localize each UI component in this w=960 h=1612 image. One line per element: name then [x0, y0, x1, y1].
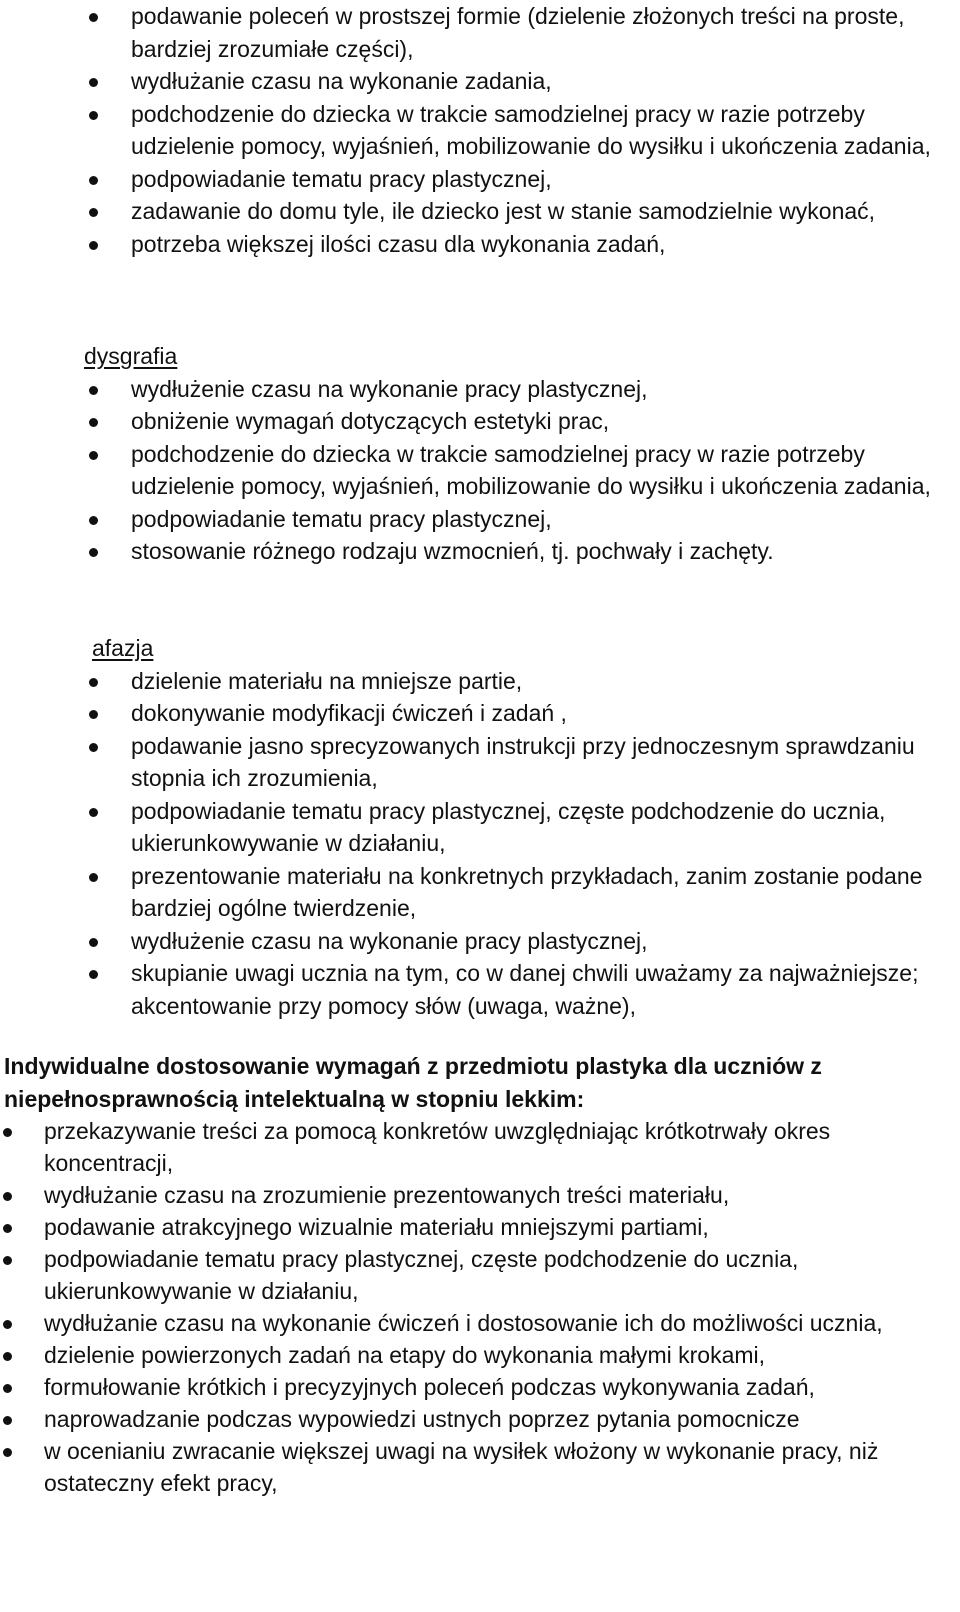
bullet-list-afazja	[0, 665, 950, 1023]
list-item: podpowiadanie tematu pracy plastycznej, częste podchodzenie do ucznia, ukierunkowywanie w działaniu,	[0, 795, 950, 860]
bullet-icon	[3, 1352, 12, 1361]
bullet-icon	[89, 418, 98, 427]
section-heading-dysgrafia: dysgrafia	[84, 343, 178, 369]
bullet-icon	[89, 208, 98, 217]
bullet-icon	[89, 743, 98, 752]
section-afazja	[0, 632, 950, 1022]
list-item: wydłużanie czasu na zrozumienie prezentowanych treści materiału,	[0, 1179, 950, 1211]
bullet-list-general	[0, 0, 950, 260]
bullet-icon	[3, 1256, 12, 1265]
list-item: podpowiadanie tematu pracy plastycznej,	[0, 163, 950, 196]
list-item: wydłużanie czasu na wykonanie ćwiczeń i dostosowanie ich do możliwości ucznia,	[0, 1307, 950, 1339]
bullet-icon	[89, 873, 98, 882]
list-item: stosowanie różnego rodzaju wzmocnień, tj. pochwały i zachęty.	[0, 535, 950, 568]
bullet-icon	[3, 1448, 12, 1457]
list-item: wydłużenie czasu na wykonanie pracy plastycznej,	[0, 925, 950, 958]
list-item: potrzeba większej ilości czasu dla wykonania zadań,	[0, 228, 950, 261]
bullet-icon	[89, 970, 98, 979]
bullet-icon	[89, 386, 98, 395]
list-item: dzielenie materiału na mniejsze partie,	[0, 665, 950, 698]
list-item: podawanie atrakcyjnego wizualnie materiału mniejszymi partiami,	[0, 1211, 950, 1243]
bullet-icon	[89, 548, 98, 557]
bullet-icon	[89, 111, 98, 120]
list-item: prezentowanie materiału na konkretnych przykładach, zanim zostanie podane bardziej ogólne twierdzenie,	[0, 860, 950, 925]
list-item: dzielenie powierzonych zadań na etapy do wykonania małymi krokami,	[0, 1339, 950, 1371]
bullet-icon	[89, 451, 98, 460]
list-item: w ocenianiu zwracanie większej uwagi na wysiłek włożony w wykonanie pracy, niż ostateczny efekt pracy,	[0, 1435, 950, 1499]
list-item: dokonywanie modyfikacji ćwiczeń i zadań ,	[0, 697, 950, 730]
list-item: podawanie poleceń w prostszej formie (dzielenie złożonych treści na proste, bardziej zrozumiałe części),	[0, 0, 950, 65]
list-item: zadawanie do domu tyle, ile dziecko jest w stanie samodzielnie wykonać,	[0, 195, 950, 228]
list-item: formułowanie krótkich i precyzyjnych poleceń podczas wykonywania zadań,	[0, 1371, 950, 1403]
bullet-list-intellectual	[0, 1115, 950, 1499]
list-item: podawanie jasno sprecyzowanych instrukcji przy jednoczesnym sprawdzaniu stopnia ich zrozumienia,	[0, 730, 950, 795]
bullet-icon	[89, 678, 98, 687]
bullet-icon	[3, 1416, 12, 1425]
bullet-icon	[89, 13, 98, 22]
section-heading-afazja: afazja	[92, 635, 154, 661]
list-item: obniżenie wymagań dotyczących estetyki prac,	[0, 405, 950, 438]
list-item: podpowiadanie tematu pracy plastycznej,	[0, 503, 950, 536]
section-dysgrafia	[0, 340, 950, 568]
list-item: podchodzenie do dziecka w trakcie samodzielnej pracy w razie potrzeby udzielenie pomocy, wyjaśnień, mobilizowanie do wysiłku i ukończenia zadania,	[0, 98, 950, 163]
bullet-icon	[89, 241, 98, 250]
section-heading-intellectual: Indywidualne dostosowanie wymagań z przedmiotu plastyka dla uczniów z niepełnosprawnością intelektualną w stopniu lekkim:	[4, 1053, 822, 1112]
bullet-list-dysgrafia	[0, 373, 950, 568]
bullet-icon	[3, 1384, 12, 1393]
bullet-icon	[89, 516, 98, 525]
bullet-icon	[3, 1128, 12, 1137]
list-item: przekazywanie treści za pomocą konkretów uwzględniając krótkotrwały okres koncentracji,	[0, 1115, 950, 1179]
bullet-icon	[3, 1320, 12, 1329]
list-item: skupianie uwagi ucznia na tym, co w danej chwili uważamy za najważniejsze; akcentowanie przy pomocy słów (uwaga, ważne),	[0, 957, 950, 1022]
section-intellectual-disability	[0, 1050, 950, 1499]
bullet-icon	[89, 710, 98, 719]
list-item: podchodzenie do dziecka w trakcie samodzielnej pracy w razie potrzeby udzielenie pomocy, wyjaśnień, mobilizowanie do wysiłku i ukończenia zadania,	[0, 438, 950, 503]
bullet-icon	[3, 1224, 12, 1233]
list-item: podpowiadanie tematu pracy plastycznej, częste podchodzenie do ucznia, ukierunkowywanie w działaniu,	[0, 1243, 950, 1307]
list-item: wydłużanie czasu na wykonanie zadania,	[0, 65, 950, 98]
section-general	[0, 0, 950, 260]
bullet-icon	[89, 176, 98, 185]
bullet-icon	[89, 78, 98, 87]
bullet-icon	[89, 938, 98, 947]
list-item: naprowadzanie podczas wypowiedzi ustnych poprzez pytania pomocnicze	[0, 1403, 950, 1435]
bullet-icon	[3, 1192, 12, 1201]
list-item: wydłużenie czasu na wykonanie pracy plastycznej,	[0, 373, 950, 406]
bullet-icon	[89, 808, 98, 817]
